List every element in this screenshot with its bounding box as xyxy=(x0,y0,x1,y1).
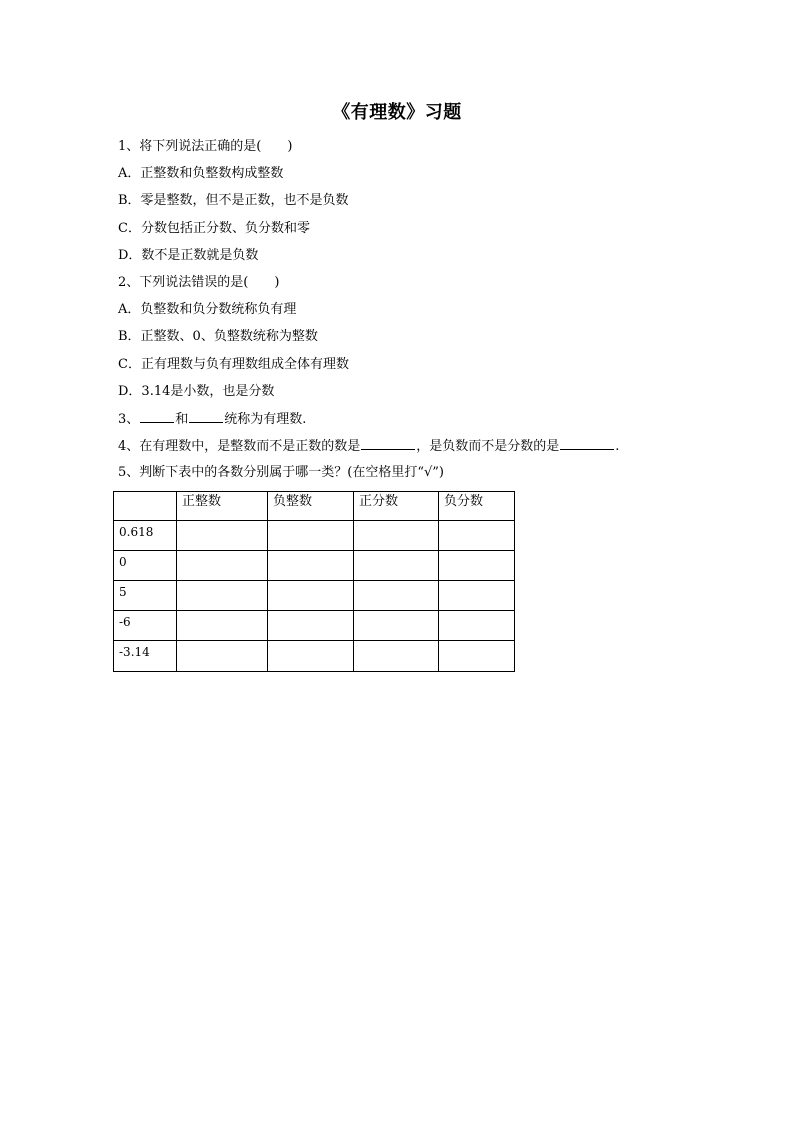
table-answer-cell[interactable] xyxy=(268,611,354,641)
question-3-suffix: 统称为有理数. xyxy=(224,411,307,427)
table-answer-cell[interactable] xyxy=(177,611,268,641)
question-3 xyxy=(118,409,698,436)
answer-blank[interactable] xyxy=(140,409,174,423)
question-1-option-b: B．零是整数，但不是正数，也不是负数 xyxy=(118,193,349,209)
table-answer-cell[interactable] xyxy=(354,581,439,611)
table-row-label: -6 xyxy=(114,611,177,641)
classification-table xyxy=(113,491,515,672)
question-2-option-a: A．负整数和负分数统称负有理 xyxy=(118,302,297,318)
question-4 xyxy=(118,436,698,463)
answer-blank[interactable] xyxy=(560,436,614,450)
table-answer-cell[interactable] xyxy=(439,551,515,581)
table-answer-cell[interactable] xyxy=(439,581,515,611)
question-2-stem: 2、下列说法错误的是( ) xyxy=(118,274,280,290)
table-answer-cell[interactable] xyxy=(354,521,439,551)
question-2-option-c: C．正有理数与负有理数组成全体有理数 xyxy=(118,356,349,372)
table-answer-cell[interactable] xyxy=(177,641,268,672)
question-1-option-c: C．分数包括正分数、负分数和零 xyxy=(118,220,310,236)
question-3-middle: 和 xyxy=(175,411,189,427)
question-1-stem: 1、将下列说法正确的是( ) xyxy=(118,139,293,154)
table-row xyxy=(114,551,515,581)
table-answer-cell[interactable] xyxy=(268,551,354,581)
table-row-label: 5 xyxy=(114,581,177,611)
question-list xyxy=(118,137,698,490)
table-answer-cell[interactable] xyxy=(177,521,268,551)
table-answer-cell[interactable] xyxy=(439,521,515,551)
question-4-end: . xyxy=(615,439,620,455)
table-answer-cell[interactable] xyxy=(354,611,439,641)
table-answer-cell[interactable] xyxy=(177,581,268,611)
question-1-option-d: D．数不是正数就是负数 xyxy=(118,247,259,263)
table-header-cell: 正分数 xyxy=(354,492,439,521)
answer-blank[interactable] xyxy=(189,409,223,423)
table-header-cell: 负整数 xyxy=(268,492,354,521)
question-5-stem: 5、判断下表中的各数分别属于哪一类？(在空格里打“√”) xyxy=(118,465,444,481)
table-answer-cell[interactable] xyxy=(268,581,354,611)
page-title: 《有理数》习题 xyxy=(332,102,462,123)
question-4-part1: 4、在有理数中，是整数而不是正数的数是 xyxy=(118,439,361,455)
table-answer-cell[interactable] xyxy=(268,521,354,551)
table-row-label: 0 xyxy=(114,551,177,581)
question-2-option-d: D．3.14是小数，也是分数 xyxy=(118,383,275,399)
table-answer-cell[interactable] xyxy=(268,641,354,672)
table-header-cell xyxy=(114,492,177,521)
question-2-option-b: B．正整数、0、负整数统称为整数 xyxy=(118,329,318,345)
table-header-row xyxy=(114,492,515,521)
table-row xyxy=(114,641,515,672)
table-answer-cell[interactable] xyxy=(177,551,268,581)
table-row xyxy=(114,611,515,641)
table-row-label: 0.618 xyxy=(114,521,177,551)
table-row-label: -3.14 xyxy=(114,641,177,672)
table-answer-cell[interactable] xyxy=(354,641,439,672)
question-4-part2: ，是负数而不是分数的是 xyxy=(416,439,560,455)
table-answer-cell[interactable] xyxy=(354,551,439,581)
table-answer-cell[interactable] xyxy=(439,641,515,672)
table-header-cell: 正整数 xyxy=(177,492,268,521)
table-row xyxy=(114,521,515,551)
answer-blank[interactable] xyxy=(361,436,415,450)
table-header-cell: 负分数 xyxy=(439,492,515,521)
question-1-option-a: A．正整数和负整数构成整数 xyxy=(118,166,284,182)
table-row xyxy=(114,581,515,611)
table-answer-cell[interactable] xyxy=(439,611,515,641)
question-3-prefix: 3、 xyxy=(118,411,140,427)
